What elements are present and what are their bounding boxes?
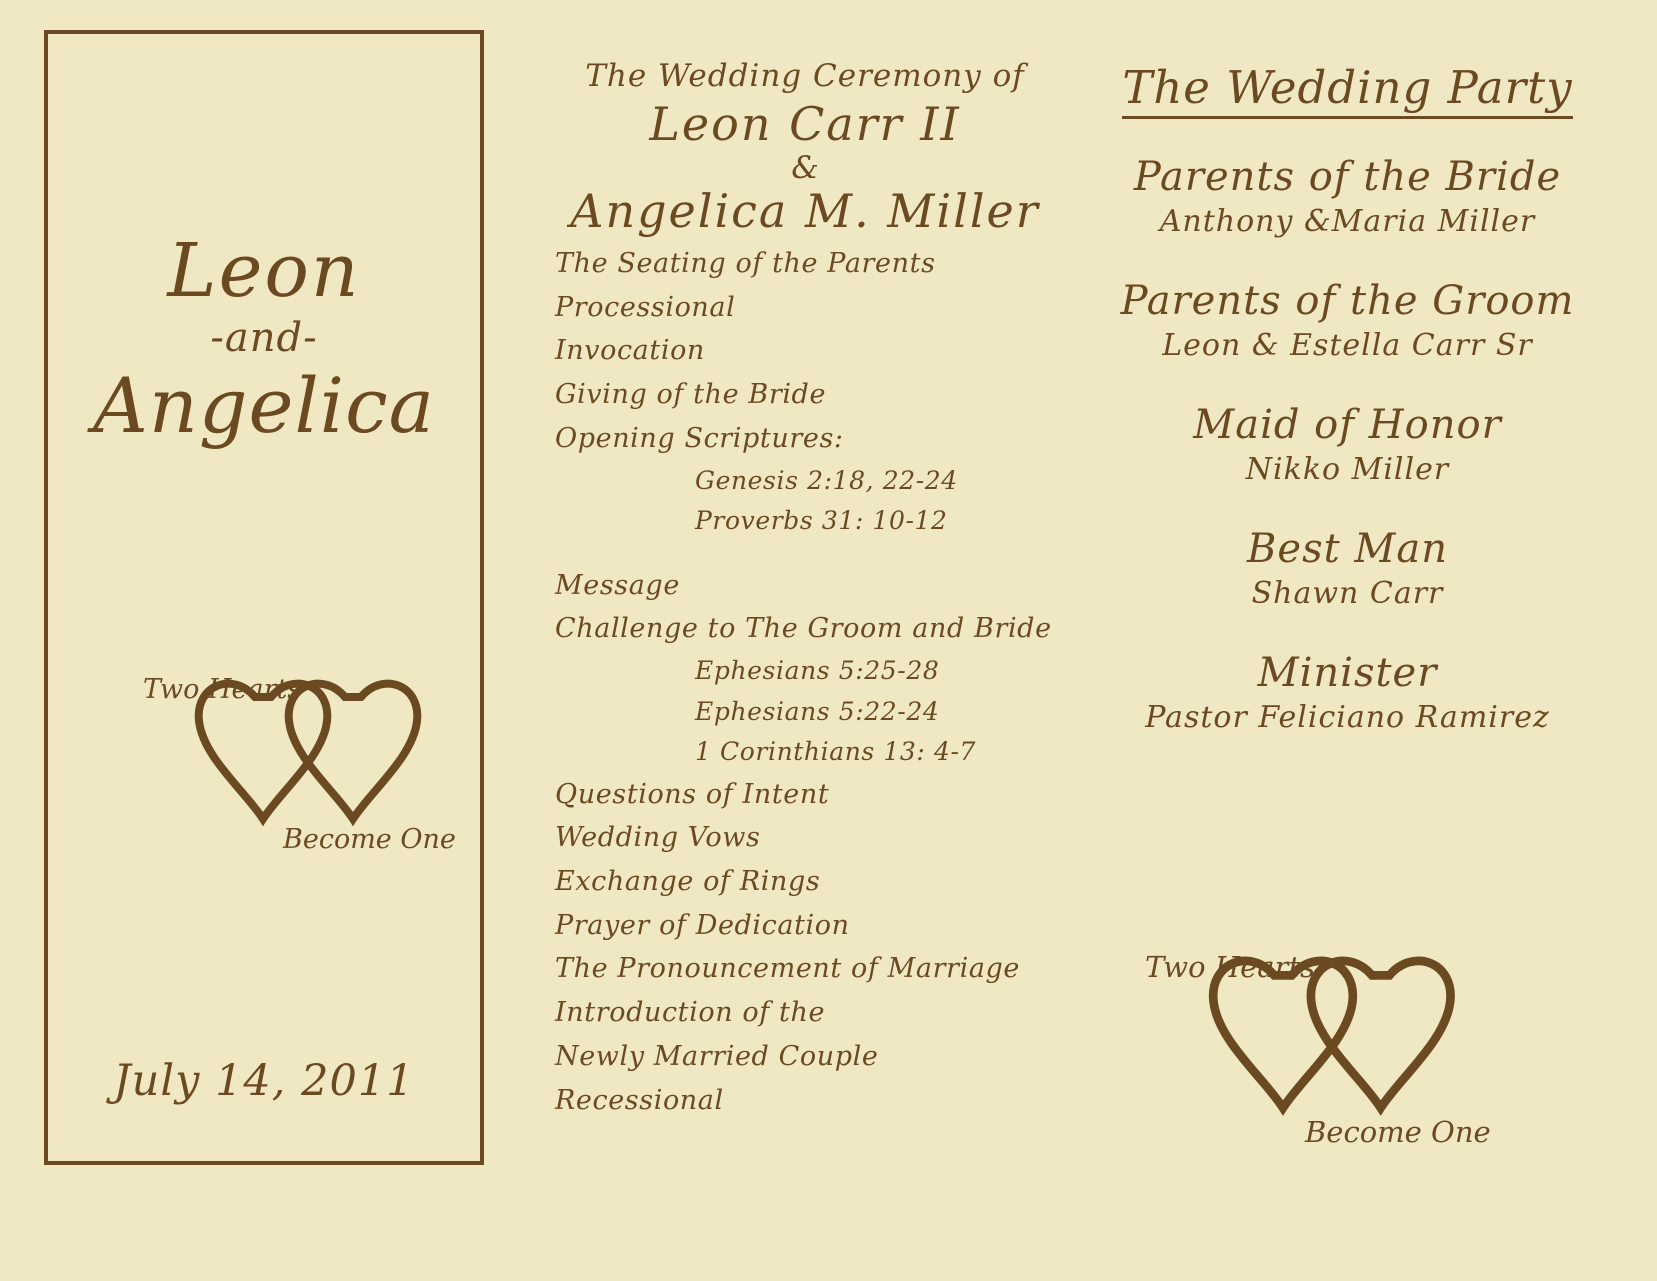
party-two-hearts-label: Two Hearts — [1145, 950, 1315, 984]
ceremony-bride-name: Angelica M. Miller — [570, 183, 1040, 238]
wedding-party-column — [1075, 62, 1620, 739]
ceremony-item: Opening Scriptures: — [555, 422, 844, 454]
cover-bride-name: Angelica — [93, 361, 435, 450]
wedding-party-names: Pastor Feliciano Ramirez — [1145, 699, 1550, 735]
ceremony-item: Giving of the Bride — [555, 379, 827, 411]
wedding-party-role: Parents of the Bride — [1133, 153, 1562, 200]
wedding-party-role: Best Man — [1247, 525, 1448, 572]
cover-become-one-label: Become One — [283, 824, 456, 855]
ceremony-item: Wedding Vows — [555, 822, 761, 854]
ceremony-item: Message — [555, 569, 680, 601]
ceremony-ampersand: & — [791, 149, 819, 186]
wedding-party-group — [1075, 401, 1620, 491]
two-hearts-icon — [193, 669, 438, 844]
ceremony-item: Questions of Intent — [555, 778, 830, 810]
party-become-one-label: Become One — [1305, 1115, 1491, 1149]
wedding-party-names: Leon & Estella Carr Sr — [1162, 327, 1533, 363]
wedding-party-role: Parents of the Groom — [1120, 277, 1575, 324]
party-hearts-emblem — [1120, 925, 1520, 1175]
ceremony-heading: The Wedding Ceremony of — [585, 58, 1025, 94]
cover-panel — [44, 30, 484, 1165]
ceremony-item: Proverbs 31: 10-12 — [695, 506, 948, 536]
wedding-party-group — [1075, 525, 1620, 615]
wedding-party-names: Nikko Miller — [1245, 451, 1450, 487]
wedding-party-groups — [1075, 153, 1620, 739]
cover-couple-names — [48, 228, 480, 450]
wedding-party-group — [1075, 649, 1620, 739]
cover-and-label: -and- — [210, 315, 318, 361]
wedding-party-role: Maid of Honor — [1193, 401, 1502, 448]
wedding-date: July 14, 2011 — [113, 1056, 415, 1106]
wedding-party-names: Shawn Carr — [1251, 575, 1444, 611]
ceremony-item: The Seating of the Parents — [555, 247, 936, 279]
ceremony-item: Challenge to The Groom and Bride — [555, 613, 1052, 645]
cover-two-hearts-label: Two Hearts — [143, 674, 302, 705]
wedding-party-role: Minister — [1257, 649, 1438, 696]
ceremony-column — [555, 58, 1055, 1122]
wedding-party-names: Anthony &Maria Miller — [1159, 203, 1536, 239]
ceremony-item: Prayer of Dedication — [555, 909, 850, 941]
ceremony-item: The Pronouncement of Marriage — [555, 953, 1020, 985]
ceremony-item: Exchange of Rings — [555, 865, 821, 897]
ceremony-item: Ephesians 5:25-28 — [695, 656, 940, 686]
cover-hearts-emblem — [88, 639, 456, 879]
ceremony-item: Genesis 2:18, 22-24 — [695, 465, 958, 495]
ceremony-order-list — [555, 242, 1055, 1123]
cover-groom-name: Leon — [167, 228, 361, 314]
ceremony-item: Newly Married Couple — [555, 1040, 879, 1072]
wedding-party-group — [1075, 277, 1620, 367]
ceremony-item: Recessional — [555, 1084, 724, 1116]
ceremony-item: Introduction of the — [555, 997, 826, 1029]
ceremony-item: 1 Corinthians 13: 4-7 — [695, 737, 977, 767]
ceremony-item: Processional — [555, 291, 736, 323]
ceremony-item: Invocation — [555, 335, 705, 367]
ceremony-groom-name: Leon Carr II — [649, 97, 961, 151]
wedding-party-group — [1075, 153, 1620, 243]
two-hearts-icon — [1205, 945, 1475, 1135]
ceremony-item: Ephesians 5:22-24 — [695, 696, 940, 726]
wedding-party-title: The Wedding Party — [1122, 62, 1572, 119]
